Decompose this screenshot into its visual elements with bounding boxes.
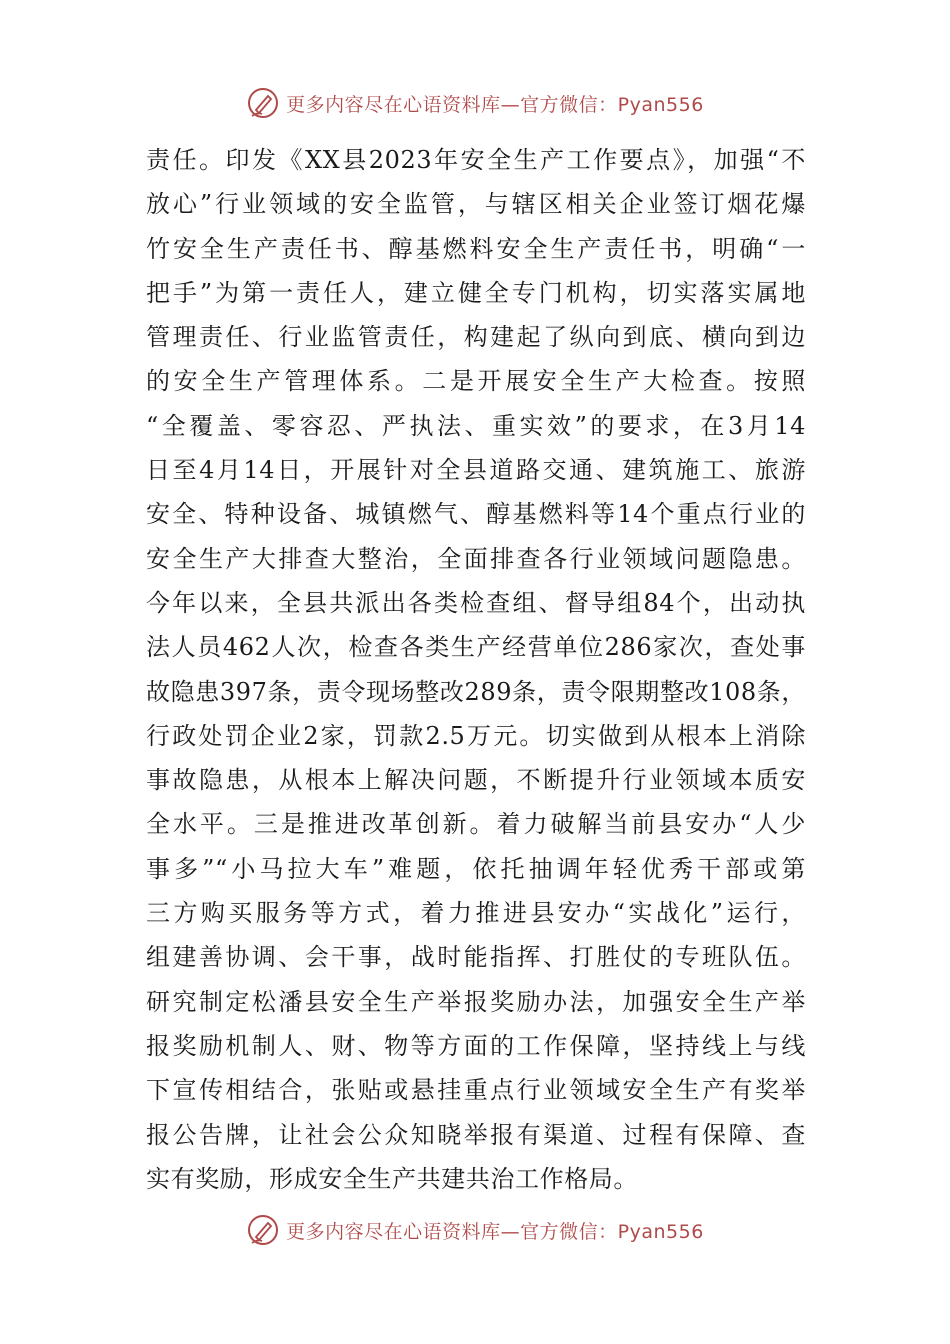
text-line: 故隐患397条，责令现场整改289条，责令限期整改108条，: [146, 677, 806, 706]
text-line: 行政处罚企业2家，罚款2.5万元。切实做到从根本上消除: [146, 721, 806, 750]
text-line: 报公告牌，让社会公众知晓举报有渠道、过程有保障、查: [146, 1120, 806, 1149]
text-line: 全水平。三是推进改革创新。着力破解当前县安办“人少: [146, 810, 806, 839]
text-line: 研究制定松潘县安全生产举报奖励办法，加强安全生产举: [146, 987, 806, 1016]
footer-watermark: [0, 1210, 950, 1250]
header-watermark: [0, 83, 950, 123]
text-line: 的安全生产管理体系。二是开展安全生产大检查。按照: [146, 367, 806, 396]
text-line: 竹安全生产责任书、醇基燃料安全生产责任书，明确“一: [146, 234, 806, 263]
watermark-text: 更多内容尽在心语资料库—官方微信：Pyan556: [286, 93, 704, 116]
text-line: 安全生产大排查大整治，全面排查各行业领域问题隐患。: [146, 544, 806, 573]
text-line: 事多”“小马拉大车”难题，依托抽调年轻优秀干部或第: [146, 854, 806, 883]
text-line: 实有奖励，形成安全生产共建共治工作格局。: [146, 1164, 638, 1193]
watermark-text: 更多内容尽在心语资料库—官方微信：Pyan556: [286, 1220, 704, 1243]
text-line: 放心”行业领域的安全监管，与辖区相关企业签订烟花爆: [146, 190, 806, 219]
document-body: [146, 138, 806, 1201]
text-line: 今年以来，全县共派出各类检查组、督导组84个，出动执: [146, 588, 806, 617]
text-line: 组建善协调、会干事，战时能指挥、打胜仗的专班队伍。: [146, 943, 806, 972]
pen-circle-logo-icon: [246, 86, 280, 120]
text-line: 事故隐患，从根本上解决问题，不断提升行业领域本质安: [146, 766, 806, 795]
text-line: 报奖励机制人、财、物等方面的工作保障，坚持线上与线: [146, 1031, 806, 1060]
text-line: 法人员462人次，检查各类生产经营单位286家次，查处事: [146, 633, 806, 662]
text-line: 日至4月14日，开展针对全县道路交通、建筑施工、旅游: [146, 456, 806, 485]
text-line: 下宣传相结合，张贴或悬挂重点行业领域安全生产有奖举: [146, 1076, 806, 1105]
text-line: 管理责任、行业监管责任，构建起了纵向到底、横向到边: [146, 323, 806, 352]
pen-circle-logo-icon: [246, 1213, 280, 1247]
text-line: 责任。印发《XX县2023年安全生产工作要点》，加强“不: [146, 146, 806, 174]
text-line: “全覆盖、零容忍、严执法、重实效”的要求，在3月14: [146, 411, 806, 440]
text-line: 把手”为第一责任人，建立健全专门机构，切实落实属地: [146, 278, 806, 307]
text-line: 安全、特种设备、城镇燃气、醇基燃料等14个重点行业的: [146, 500, 806, 529]
text-line: 三方购买服务等方式，着力推进县安办“实战化”运行，: [146, 899, 806, 928]
